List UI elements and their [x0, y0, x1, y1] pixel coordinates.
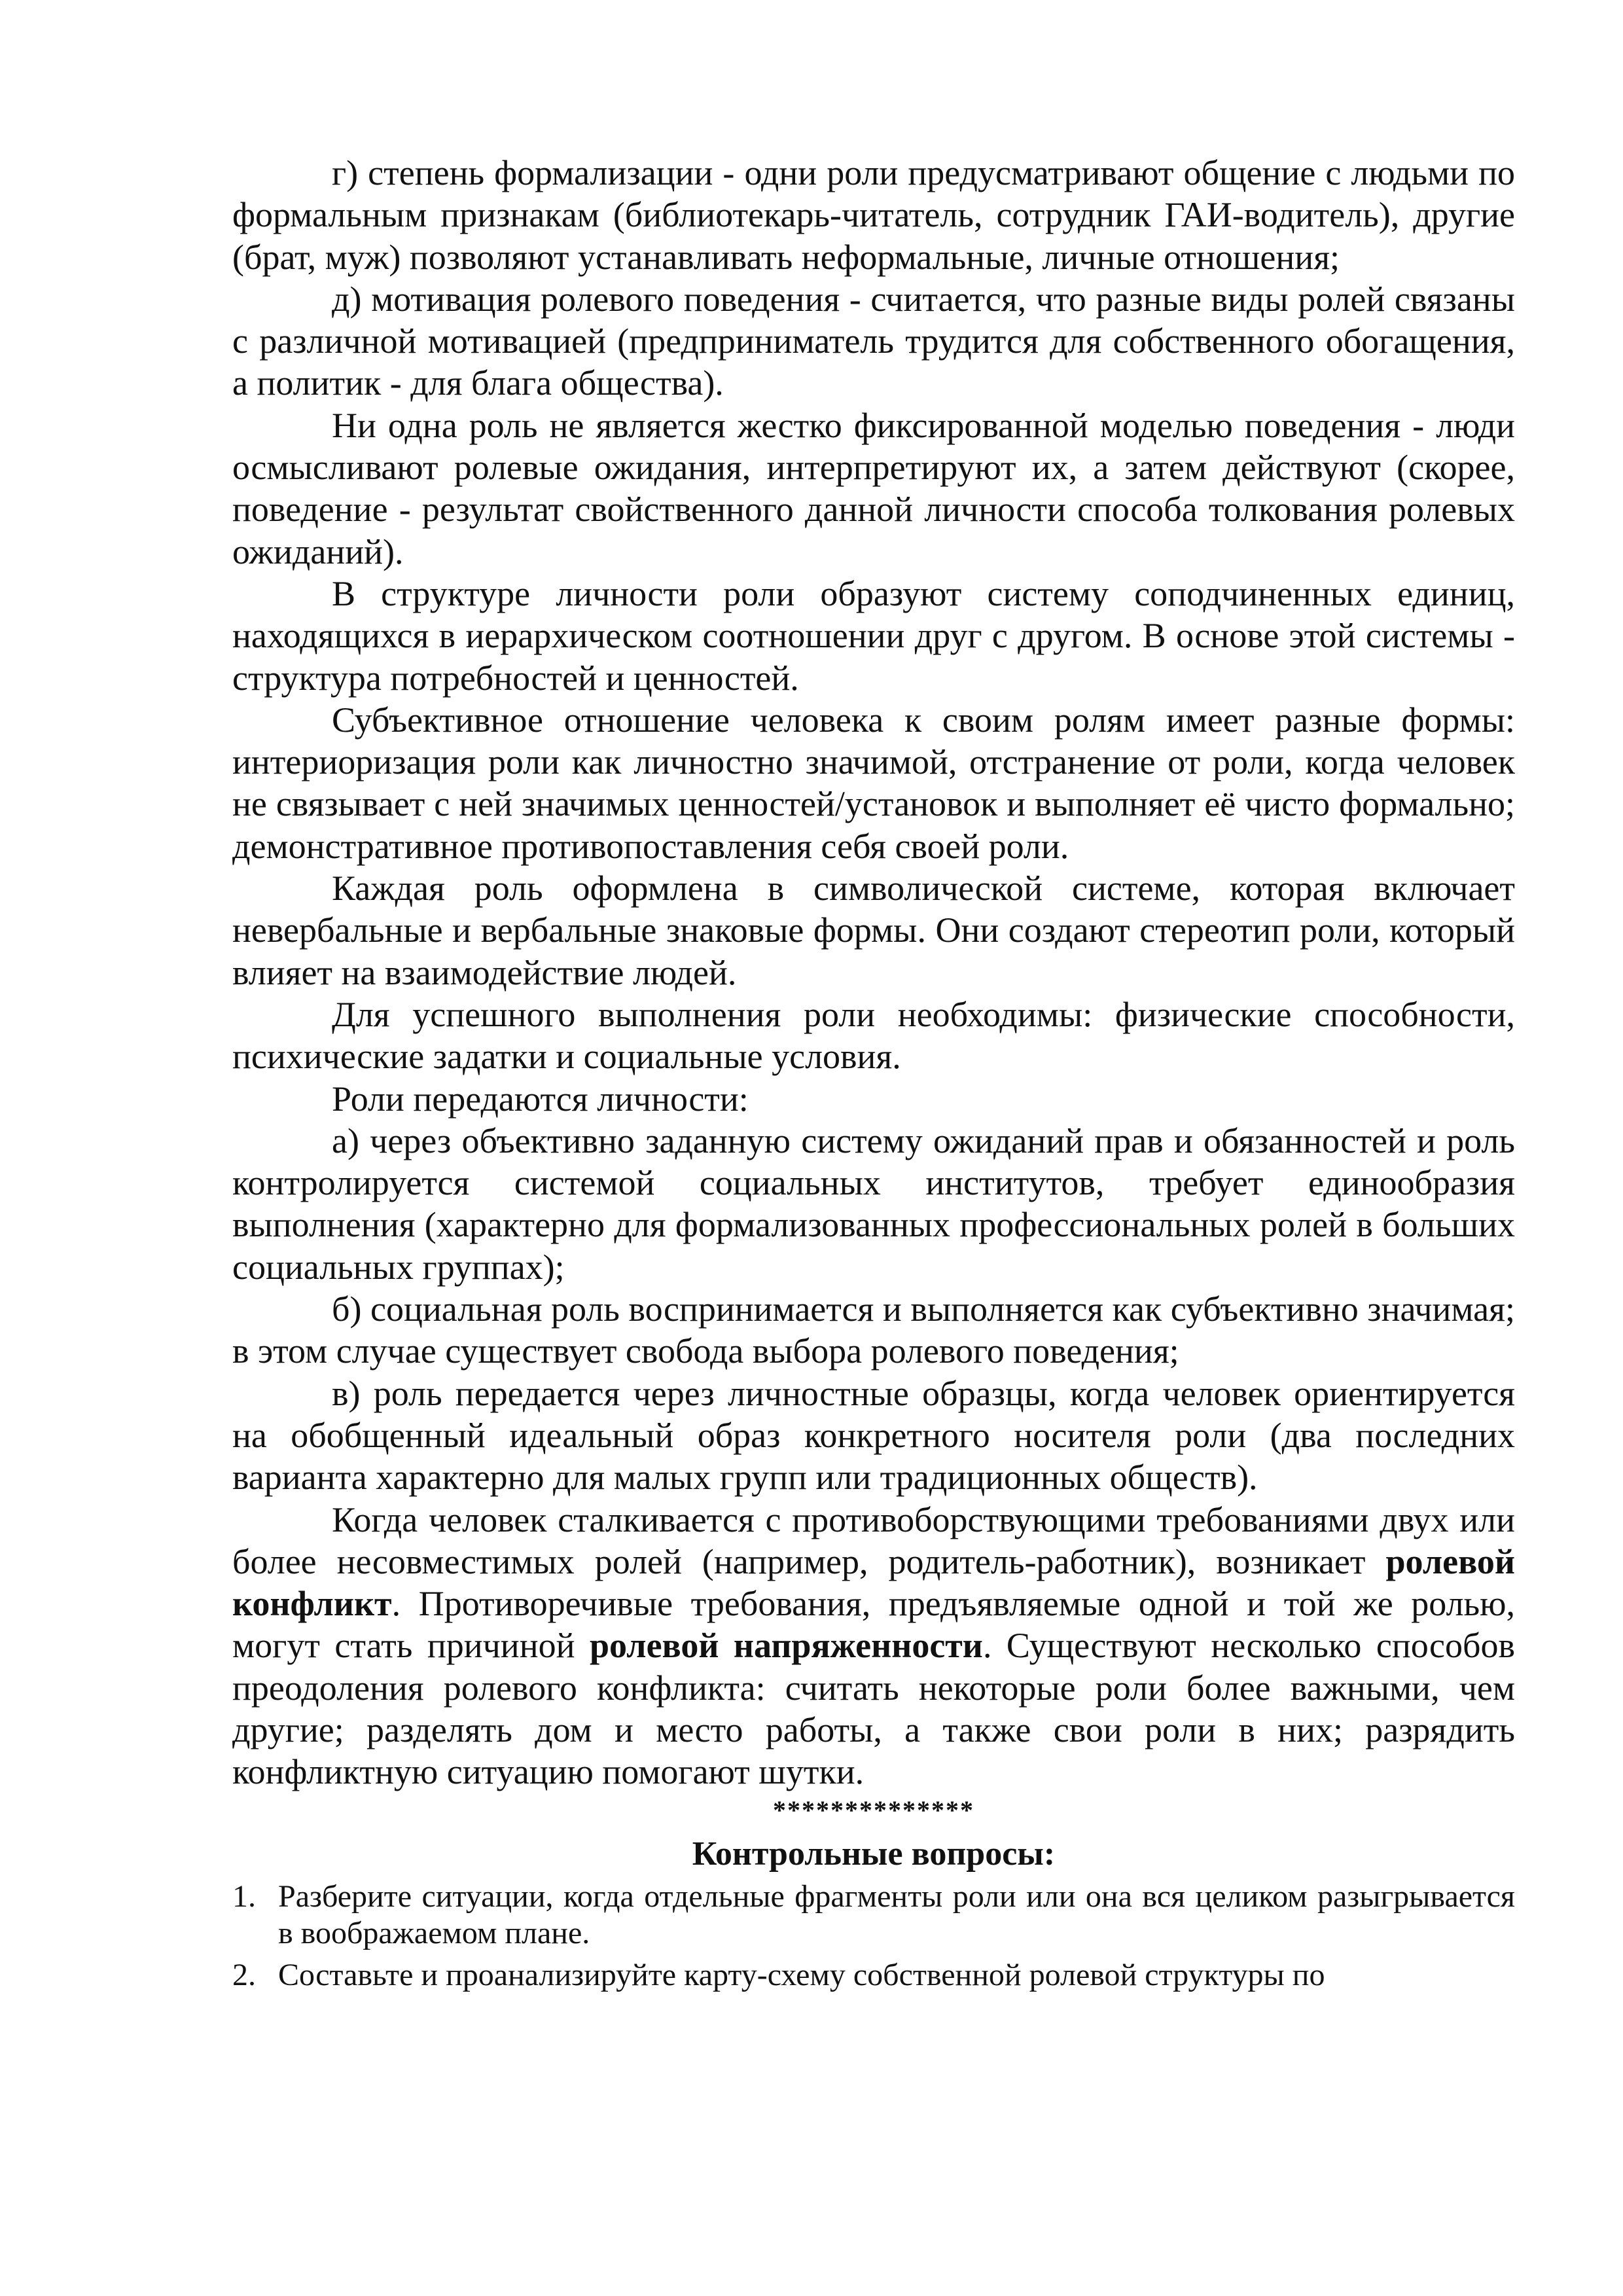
paragraph-role-flexibility: Ни одна роль не является жестко фиксированной моделью поведения - люди осмысливают ролевые ожидания, интерпретируют их, а затем действуют (скорее, поведение - результат свойственного данной личности способа толкования ролевых ожиданий).: [232, 405, 1515, 571]
paragraph-motivation: д) мотивация ролевого поведения - считается, что разные виды ролей связаны с различной мотивацией (предприниматель трудится для собственного обогащения, а политик - для блага общества).: [232, 279, 1515, 403]
paragraph-transfer-a: а) через объективно заданную систему ожиданий прав и обязанностей и роль контролируется системой социальных институтов, требует единообразия выполнения (характерно для формализованных профессиональных ролей в больших социальных группах);: [232, 1121, 1515, 1287]
paragraph-transfer-c: в) роль передается через личностные образцы, когда человек ориентируется на обобщенный идеальный образ конкретного носителя роли (два последних варианта характерно для малых групп или традиционных обществ).: [232, 1373, 1515, 1498]
question-text: Разберите ситуации, когда отдельные фрагменты роли или она вся целиком разыгрывается в воображаемом плане.: [278, 1878, 1515, 1950]
term-role-strain: ролевой напряженности: [589, 1626, 983, 1666]
paragraph-formalization: г) степень формализации - одни роли предусматривают общение с людьми по формальным признакам (библиотекарь-читатель, сотрудник ГАИ-водитель), другие (брат, муж) позволяют устанавливать неформальные, личные отношения;: [232, 153, 1515, 277]
paragraph-subjective-attitude: Субъективное отношение человека к своим ролям имеет разные формы: интериоризация роли как личностно значимой, отстранение от роли, когда человек не связывает с ней значимых ценностей/установок и выполняет её чисто формально; демонстративное противопоставления себя своей роли.: [232, 700, 1515, 866]
question-number: 2.: [232, 1957, 256, 1992]
paragraph-symbolic-system: Каждая роль оформлена в символической системе, которая включает невербальные и вербальные знаковые формы. Они создают стереотип роли, который влияет на взаимодействие людей.: [232, 869, 1515, 992]
paragraph-role-transfer-intro: Роли передаются личности:: [332, 1079, 749, 1119]
question-item: [232, 1957, 1515, 1994]
questions-list: [232, 1878, 1515, 1994]
questions-heading: Контрольные вопросы:: [692, 1835, 1056, 1873]
conflict-text-part3: . Существуют несколько способов преодоления ролевого конфликта: считать некоторые роли более важными, чем другие; разделять дом и место работы, а также свои роли в них; разрядить конфликтную ситуацию помогают шутки.: [232, 1626, 1516, 1792]
conflict-text-part2: . Противоречивые требования, предъявляемые одной и той же ролью, могут стать причиной: [232, 1584, 1515, 1666]
question-item: [232, 1878, 1515, 1952]
section-separator: **************: [773, 1795, 974, 1825]
term-role-conflict: ролевой конфликт: [232, 1541, 1515, 1624]
conflict-text-part1: Когда человек сталкивается с противоборствующими требованиями двух или более несовместимых ролей (например, родитель-работник), возникает: [232, 1499, 1515, 1581]
paragraph-role-conflict: [232, 1499, 1515, 1793]
document-page: [232, 152, 1515, 1999]
question-text: Составьте и проанализируйте карту-схему собственной ролевой структуры по: [278, 1957, 1325, 1992]
paragraph-transfer-b: б) социальная роль воспринимается и выполняется как субъективно значимая; в этом случае существует свобода выбора ролевого поведения;: [232, 1289, 1515, 1371]
question-number: 1.: [232, 1878, 256, 1914]
paragraph-role-requirements: Для успешного выполнения роли необходимы: физические способности, психические задатки и социальные условия.: [232, 994, 1515, 1077]
paragraph-role-structure: В структуре личности роли образуют систему соподчиненных единиц, находящихся в иерархическом соотношении друг с другом. В основе этой системы - структура потребностей и ценностей.: [232, 573, 1515, 698]
